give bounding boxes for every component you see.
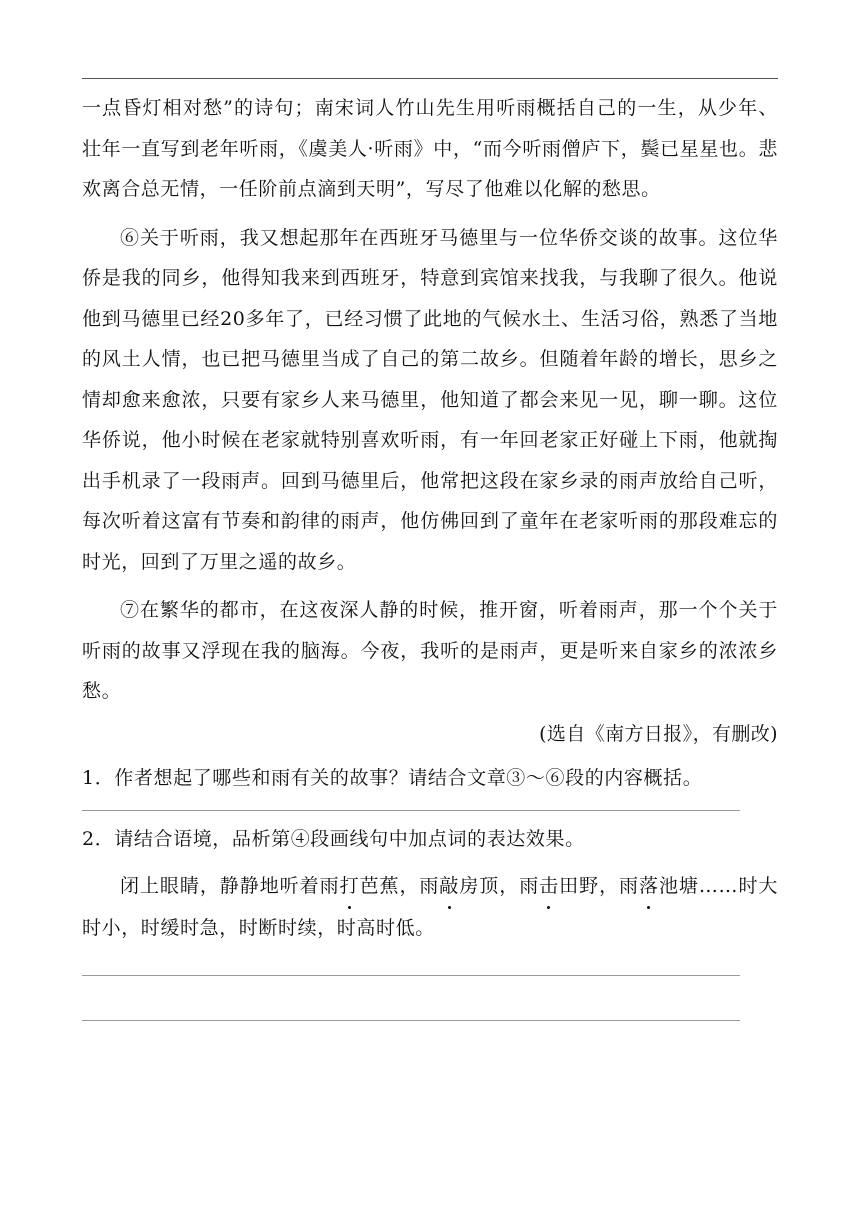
dotted-word-qiao: 敲	[439, 865, 459, 907]
dotted-word-da: 打	[340, 865, 360, 907]
passage-source: (选自《南方日报》，有删改)	[539, 722, 778, 745]
question-2: 2．请结合语境，品析第④段画线句中加点词的表达效果。	[82, 827, 585, 850]
question-1: 1．作者想起了哪些和雨有关的故事？请结合文章③～⑥段的内容概括。	[82, 766, 703, 789]
top-divider	[82, 78, 778, 79]
quote-segment: 池塘……时大时小，时缓时急，时断时续，时高时低。	[82, 874, 779, 939]
passage-paragraph-7: ⑦在繁华的都市，在这夜深人静的时候，推开窗，听着雨声，那一个个关于听雨的故事又浮现在我的脑海。今夜，我听的是雨声，更是听来自家乡的浓浓乡愁。	[82, 599, 778, 702]
answer-line-q2-2[interactable]	[82, 1020, 740, 1021]
answer-line-q1[interactable]	[82, 810, 740, 811]
answer-line-q2-1[interactable]	[82, 975, 740, 976]
quote-segment: 芭蕉，雨	[359, 874, 440, 897]
dotted-word-ji: 击	[539, 865, 559, 907]
dotted-word-luo: 落	[639, 865, 659, 907]
passage-paragraph-continued: 一点昏灯相对愁”的诗句；南宋词人竹山先生用听雨概括自己的一生，从少年、壮年一直写到老年听雨，《虞美人·听雨》中，“而今听雨僧庐下，鬓已星星也。悲欢离合总无情，一任阶前点滴到天明”，写尽了他难以化解的愁思。	[82, 97, 778, 200]
quote-segment: 田野，雨	[558, 874, 639, 897]
document-body	[82, 88, 778, 1021]
question-2-quote	[82, 865, 778, 949]
quote-segment: 闭上眼睛，静静地听着雨	[120, 874, 340, 897]
quote-segment: 房顶，雨	[458, 874, 540, 897]
passage-paragraph-6: ⑥关于听雨，我又想起那年在西班牙马德里与一位华侨交谈的故事。这位华侨是我的同乡，他得知我来到西班牙，特意到宾馆来找我，与我聊了很久。他说他到马德里已经20多年了，已经习惯了此地的气候水土、生活习俗，熟悉了当地的风土人情，也已把马德里当成了自己的第二故乡。但随着年龄的增长，思乡之情却愈来愈浓，只要有家乡人来马德里，他知道了都会来见一见，聊一聊。这位华侨说，他小时候在老家就特别喜欢听雨，有一年回老家正好碰上下雨，他就掏出手机录了一段雨声。回到马德里后，他常把这段在家乡录的雨声放给自己听，每次听着这富有节奏和韵律的雨声，他仿佛回到了童年在老家听雨的那段难忘的时光，回到了万里之遥的故乡。	[82, 226, 778, 573]
